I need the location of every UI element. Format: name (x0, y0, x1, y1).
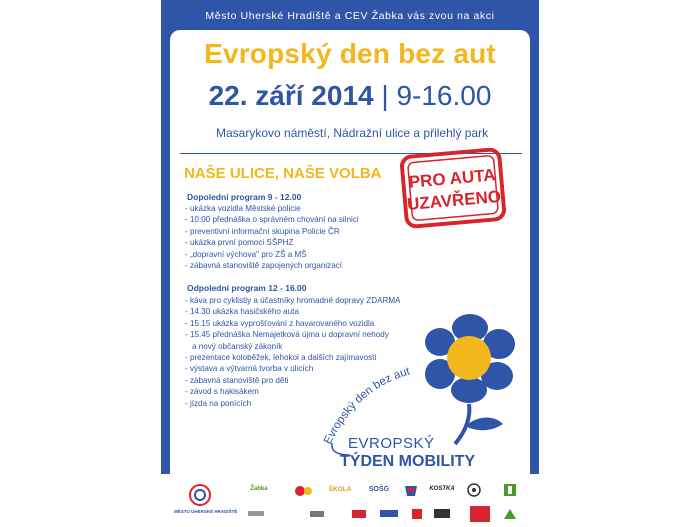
morning-heading: Dopolední program 9 - 12.00 (187, 192, 302, 202)
list-item: - závod s hakisákem (185, 387, 259, 397)
poster (161, 0, 539, 474)
mobility-week-logo (310, 343, 530, 468)
slogan: NAŠE ULICE, NAŠE VOLBA (184, 165, 382, 182)
partner-logo-zabka: Žabka (250, 486, 268, 492)
list-item: - jízda na ponících (185, 398, 252, 408)
list-item: - 14.30 ukázka hasičského auta (185, 307, 299, 317)
event-title: Evropský den bez aut (204, 38, 496, 69)
partner-logos (0, 474, 699, 525)
list-item: - ukázka vozidla Městské policie (185, 204, 301, 213)
list-item: - zábavná stanoviště zapojených organizací (185, 261, 343, 271)
campaign-line-2: TÝDEN MOBILITY (340, 453, 476, 468)
stamp-line-1: PRO AUTA (408, 165, 497, 192)
list-item: - ukázka první pomoci SŠPHZ (185, 238, 294, 248)
list-item: - káva pro cyklistiy a účastníky hromadné dopravy ZDARMA (185, 296, 401, 305)
campaign-arc-text: Evropský den bez aut (322, 365, 412, 447)
list-item: - 15.45 přednáška Nemajetková újma u dopravní nehody (185, 330, 389, 340)
list-item: - zábavná stanoviště pro děti (185, 375, 289, 385)
list-item: - 10:00 přednáška o správném chování na silnici (185, 215, 359, 225)
partner-logo-icon (502, 507, 518, 526)
invitation-line: Město Uherské Hradiště a CEV Žabka vás zvou na akci (205, 10, 495, 22)
stamp-line-2: UZAVŘENO (406, 186, 502, 215)
event-date: 22. září 2014 (208, 80, 374, 111)
list-item: - výstava a výtvarná tvorba v ulicích (185, 364, 314, 374)
partner-logo-row (244, 504, 469, 522)
partner-logo-icon (403, 483, 419, 504)
event-time: 9-16.00 (396, 80, 492, 111)
list-item: - „dopravní výchova" pro ZŠ a MŠ (185, 249, 307, 259)
list-item: - prezentace koloběžek, lehokol a dalších zajímavostí (185, 353, 377, 363)
list-item: - preventivní informační skupina Policie ČR (185, 226, 340, 236)
partner-logo-skola: ŠKOLA (328, 486, 352, 493)
date-separator: | (381, 80, 389, 111)
partner-logo-icon (292, 484, 314, 498)
list-item: a nový občanský zákoník (192, 341, 283, 351)
morning-list (185, 203, 359, 271)
event-place: Masarykovo náměstí, Nádražní ulice a přilehlý park (216, 126, 489, 140)
list-item: - 15.15 ukázka vyprošťování z havarovaného vozidla (185, 318, 375, 328)
partner-logo-icon (470, 506, 490, 522)
campaign-line-1: EVROPSKÝ (348, 435, 435, 452)
town-emblem-icon (189, 484, 211, 506)
partner-logo-kostka: KOSTKA (429, 486, 455, 492)
partner-logo-icon (503, 483, 517, 502)
closed-for-cars-stamp (399, 147, 507, 230)
partner-logo-sosg: SOŠG (368, 486, 390, 493)
event-dateline (170, 80, 530, 112)
poster-card (170, 30, 530, 474)
partner-logo-icon (467, 483, 481, 502)
afternoon-heading: Odpolední program 12 - 16.00 (187, 283, 307, 293)
town-label: MĚSTO UHERSKÉ HRADIŠTĚ (174, 509, 238, 514)
